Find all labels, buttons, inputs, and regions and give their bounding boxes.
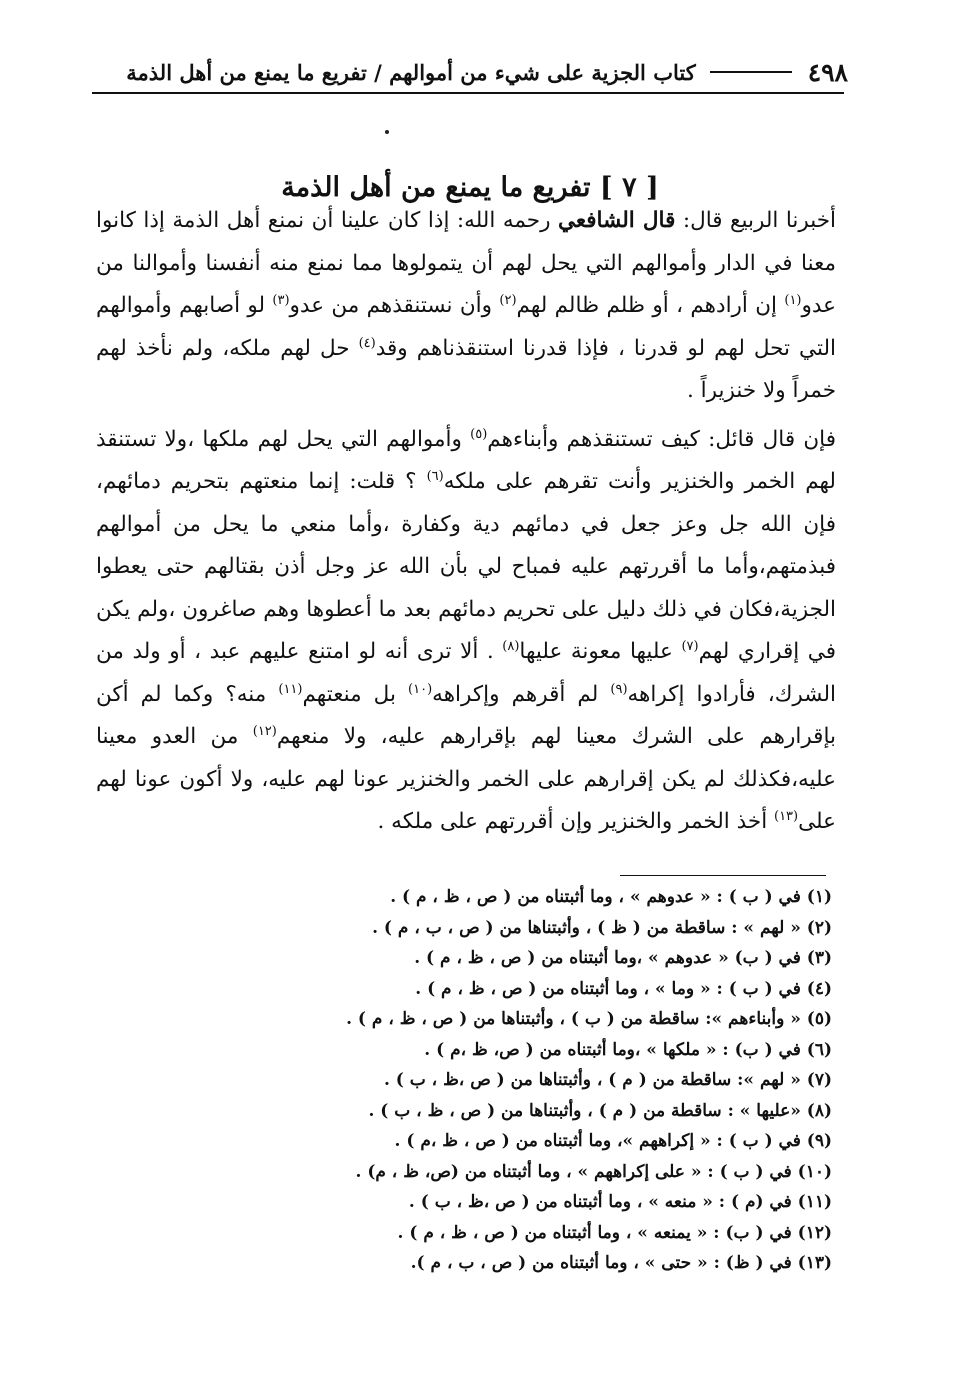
footnote-marker: (٩) xyxy=(610,681,628,697)
text-run: . ألا ترى أنه لو امتنع عليهم عبد ، أو ولد من الشرك، فأرادوا إكراهه xyxy=(96,639,836,707)
running-title: كتاب الجزية على شيء من أموالهم / تفريع ما يمنع من أهل الذمة xyxy=(126,59,696,85)
footnote-marker: (٢) xyxy=(499,292,517,308)
footnote-marker: (٤) xyxy=(358,335,376,351)
text-run: رحمه الله: إذا كان علينا أن نمنع أهل الذمة إذا كانوا معنا في الدار وأموالهم التي يحل لهم أن يتمولوها مما نمنع منه أنفسنا وأموالنا من عدو xyxy=(96,208,836,318)
text-run: حل لهم ملكه، ولم نأخذ لهم خمراً ولا خنزيراً . xyxy=(96,335,836,403)
text-run: فإن قال قائل: كيف تستنقذهم وأبناءهم xyxy=(487,426,836,452)
text-run: لو أصابهم وأموالهم التي تحل لهم لو قدرنا ، فإذا قدرنا استنقذناهم وقد xyxy=(96,293,836,361)
footnote-7: (٧) « لهم »: ساقطة من ( م ) ، وأثبتناها من ( ص ،ظ ، ب ) . xyxy=(383,1070,832,1090)
footnote-marker: (١١) xyxy=(278,681,303,697)
page-number: ٤٩٨ xyxy=(807,57,848,87)
footnote-marker: (١٠) xyxy=(408,681,433,697)
ink-dot xyxy=(385,130,389,134)
footnote-marker: (١) xyxy=(784,292,802,308)
paragraph-2 xyxy=(96,419,836,844)
footnote-marker: (١٢) xyxy=(252,723,277,739)
footnote-9: (٩) في ( ب ) : « إكراههم »، وما أثبتناه من ( ص ، ظ ،م ) . xyxy=(394,1131,832,1151)
footnote-5: (٥) « وأبناءهم »: ساقطة من ( ب ) ، وأثبتناها من ( ص ، ظ ، م ) . xyxy=(346,1009,832,1029)
text-run: وأن نستنقذهم من عدو xyxy=(289,293,500,318)
paragraph-1 xyxy=(96,200,836,413)
text-run: وأموالهم التي يحل لهم ملكها ،ولا تستنقذ لهم الخمر والخنزير وأنت تقرهم على ملكه xyxy=(96,426,836,494)
bold-text-run: قال الشافعي xyxy=(557,208,676,233)
text-run: أخذ الخمر والخنزير وإن أقررتهم على ملكه . xyxy=(377,809,774,834)
footnote-4: (٤) في ( ب ) : « وما » ، وما أثبتناه من ( ص ، ظ ، م ) . xyxy=(415,978,832,999)
footnote-marker: (١٣) xyxy=(774,808,799,824)
footnote-3: (٣) في ( ب) « عدوهم » ،وما أثبتناه من ( ص ، ظ ، م ) . xyxy=(414,948,832,968)
text-run: لم أقرهم وإكراهه xyxy=(432,681,611,707)
footnote-marker: (٥) xyxy=(470,426,488,442)
footnote-2: (٢) « لهم » : ساقطة من ( ظ ) ، وأثبتناها من ( ص ، ب ، م ) . xyxy=(372,917,832,938)
footnote-marker: (٧) xyxy=(681,638,699,654)
header-dash-rule xyxy=(710,71,792,73)
text-run: عليها معونة عليها xyxy=(519,639,682,664)
footnote-10: (١٠) في ( ب ) : « على إكراههم » ، وما أثبتناه من (ص، ظ ، م) . xyxy=(355,1161,832,1182)
text-run: بل منعتهم xyxy=(302,681,409,707)
footnote-11: (١١) في (م ) : « منعه » ، وما أثبتناه من ( ص ،ظ ، ب ) . xyxy=(408,1192,832,1212)
footnote-marker: (٣) xyxy=(272,292,290,308)
footnote-12: (١٢) في ( ب) : « يمنعه » ، وما أثبتناه من ( ص ، ظ ، م ) . xyxy=(397,1222,832,1243)
footnotes xyxy=(300,882,832,1279)
page-header xyxy=(92,52,848,92)
footnote-separator xyxy=(620,875,826,876)
text-run: ؟ قلت: إنما منعتهم بتحريم دمائهم، فإن الله جل وعز جعل في دمائهم دية وكفارة ،وأما منعي ما يحل من أموالهم فبذمتهم،وأما ما أقررتهم عليه فمباح لي بأن الله عز وجل أذن بقتالهم حتى يعطوا الجزية،فكان في ذلك دليل على تحريم دمائهم بعد ما أعطوها وهم صاغرون ،ولم يكن في إقراري لهم xyxy=(96,469,836,664)
text-run: من العدو معينا عليه،فكذلك لم يكن إقرارهم على الخمر والخنزير عونا لهم عليه، ولا أكون عونا لهم على xyxy=(96,724,836,834)
footnote-6: (٦) في ( ب) : « ملكها » ،وما أثبتناه من ( ص، ظ ،م ) . xyxy=(424,1039,832,1060)
header-underline xyxy=(92,92,844,94)
footnote-13: (١٣) في ( ظ) : « حتى » ، وما أثبتناه من ( ص ، ب ، م ). xyxy=(410,1253,832,1273)
footnote-1: (١) في ( ب ) : « عدوهم » ، وما أثبتناه من ( ص ، ظ ، م ) . xyxy=(390,887,832,907)
text-run: منه؟ وكما لم أكن بإقرارهم على الشرك معينا لهم بإقرارهم عليه، ولا منعهم xyxy=(96,681,836,749)
text-run: أخبرنا الربيع قال: xyxy=(675,208,836,233)
footnote-8: (٨) «عليها » : ساقطة من ( م ) ، وأثبتناها من ( ص ، ظ ، ب ) . xyxy=(368,1100,832,1121)
footnote-marker: (٨) xyxy=(502,638,520,654)
text-run: إن أرادهم ، أو ظلم ظالم لهم xyxy=(516,293,785,318)
section-heading: [ ٧ ] تفريع ما يمنع من أهل الذمة xyxy=(281,172,659,204)
footnote-marker: (٦) xyxy=(426,468,444,484)
body-text xyxy=(96,200,836,844)
